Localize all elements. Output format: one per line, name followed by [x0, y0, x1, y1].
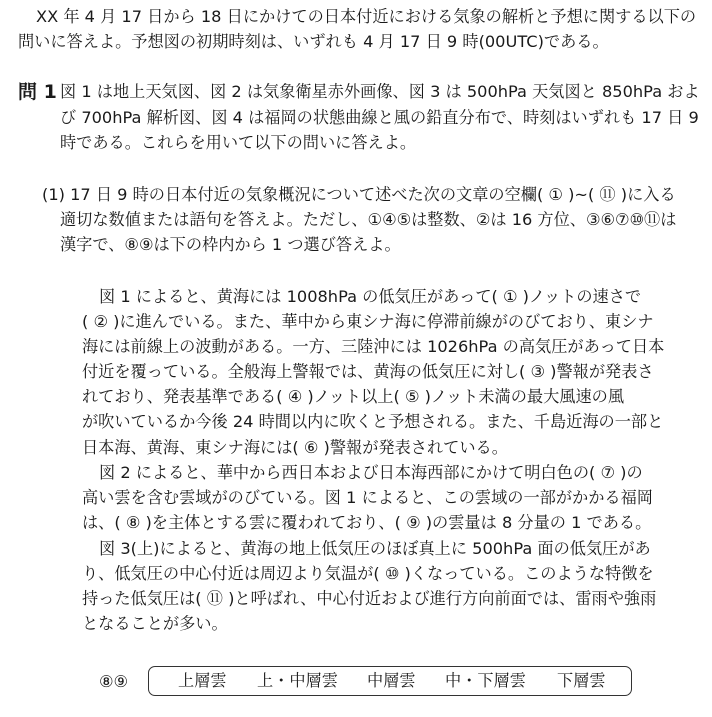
passage-line-2: ( ② )に進んでいる。また、華中から東シナ海に停滞前線がのびており、東シナ [82, 312, 654, 331]
passage-line-10: は、( ⑧ )を主体とする雲に覆われており、( ⑨ )の雲量は 8 分量の 1 である。 [82, 513, 652, 532]
intro-line-1: XX 年 4 月 17 日から 18 日にかけての日本付近における気象の解析と予想に関する以下の [36, 7, 697, 26]
passage-line-13: 持った低気圧は( ⑪ )と呼ばれ、中心付近および進行方向前面では、雷雨や強雨 [82, 589, 657, 608]
subquestion1-line-3: 漢字で、⑧⑨は下の枠内から 1 つ選び答えよ。 [60, 235, 401, 254]
intro-line-2: 問いに答えよ。予想図の初期時刻は、いずれも 4 月 17 日 9 時(00UTC)である。 [18, 32, 609, 51]
passage-line-3: 海には前線上の波動がある。一方、三陸沖には 1026hPa の高気圧があって日本 [82, 337, 665, 356]
question1-line-3: 時である。これらを用いて以下の問いに答えよ。 [60, 133, 417, 152]
passage-line-6: が吹いているか今後 24 時間以内に吹くと予想される。また、千島近海の一部と [82, 412, 664, 431]
option-upper-middle-cloud: 上・中層雲 [257, 671, 338, 690]
question1-line-1: 図 1 は地上天気図、図 2 は気象衛星赤外画像、図 3 は 500hPa 天気図と 850hPa およ [60, 82, 700, 101]
option-lower-cloud: 下層雲 [557, 671, 606, 690]
passage-line-5: れており、発表基準である( ④ )ノット以上( ⑤ )ノット未満の最大風速の風 [82, 387, 625, 406]
passage-line-7: 日本海、黄海、東シナ海には( ⑥ )警報が発表されている。 [82, 438, 508, 457]
passage-line-11: 図 3(上)によると、黄海の地上低気圧のほぼ真上に 500hPa 面の低気圧があ [99, 539, 651, 558]
option-middle-lower-cloud: 中・下層雲 [445, 671, 526, 690]
passage-line-12: り、低気圧の中心付近は周辺より気温が( ⑩ )くなっている。このような特徴を [82, 564, 654, 583]
passage-line-14: となることが多い。 [82, 614, 228, 633]
passage-line-8: 図 2 によると、華中から西日本および日本海西部にかけて明白色の( ⑦ )の [99, 463, 643, 482]
option-middle-cloud: 中層雲 [367, 671, 416, 690]
passage-line-1: 図 1 によると、黄海には 1008hPa の低気圧があって( ① )ノットの速さで [99, 287, 642, 306]
subquestion1-line-1: (1) 17 日 9 時の日本付近の気象概況について述べた次の文章の空欄( ① )~( ⑪ )に入る [42, 185, 676, 204]
options-box [148, 666, 632, 696]
options-tag: ⑧⑨ [99, 672, 129, 691]
passage-line-4: 付近を覆っている。全般海上警報では、黄海の低気圧に対し( ③ )警報が発表さ [82, 362, 654, 381]
question-label: 問 1 [18, 81, 57, 103]
subquestion1-line-2: 適切な数値または語句を答えよ。ただし、①④⑤は整数、②は 16 方位、③⑥⑦⑩⑪は [60, 210, 677, 229]
option-upper-cloud: 上層雲 [178, 671, 227, 690]
question1-line-2: び 700hPa 解析図、図 4 は福岡の状態曲線と風の鉛直分布で、時刻はいずれも 17 日 9 [60, 108, 699, 127]
passage-line-9: 高い雲を含む雲域がのびている。図 1 によると、この雲域の一部がかかる福岡 [82, 488, 653, 507]
